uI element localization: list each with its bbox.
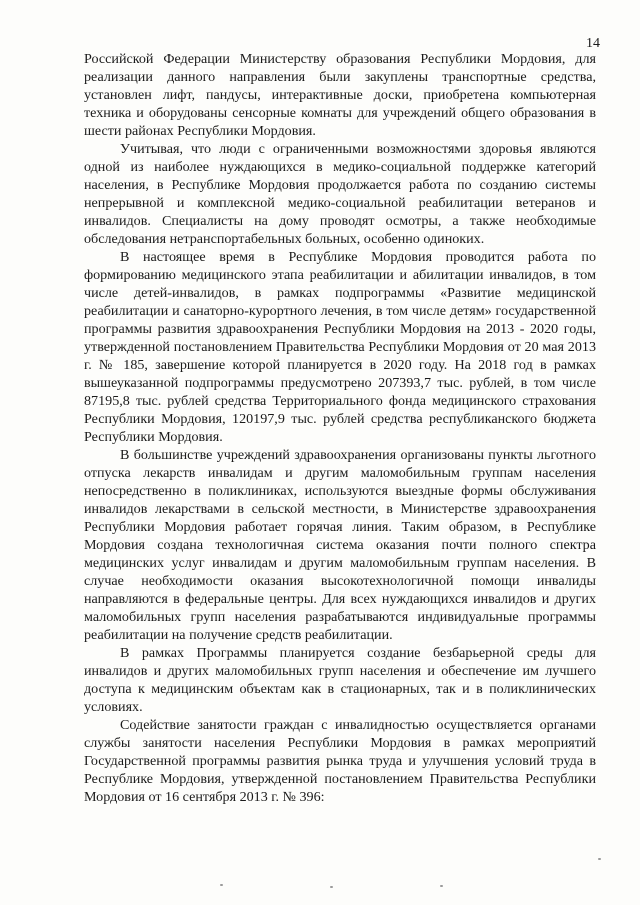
paragraph-4: В большинстве учреждений здравоохранения организованы пункты льготного отпуска лекарств инвалидам и другим маломобильным группам населения непосредственно в поликлиниках, используются выездные формы обслуживания инвалидов лекарствами в сельской местности, в Министерстве здравоохранения Республики Мордовия работает горячая линия. Таким образом, в Республике Мордовия создана технологичная система оказания почти полного спектра медицинских услуг инвалидам и другим маломобильным группам населения. В случае необходимости оказания высокотехнологичной помощи инвалиды направляются в федеральные центры. Для всех нуждающихся инвалидов и других маломобильных групп населения разрабатываются индивидуальные программы реабилитации на получение средств реабилитации. xyxy=(84,447,596,643)
paragraph-5: В рамках Программы планируется создание безбарьерной среды для инвалидов и других маломобильных групп населения и обеспечение им лучшего доступа к медицинским объектам как в стационарных, так и в поликлинических условиях. xyxy=(84,645,596,715)
paragraph-1: Российской Федерации Министерству образования Республики Мордовия, для реализации данного направления были закуплены транспортные средства, установлен лифт, пандусы, интерактивные доски, приобретена компьютерная техника и оборудованы сенсорные комнаты для учреждений общего образования в шести районах Республики Мордовия. xyxy=(84,51,596,139)
scan-speck xyxy=(330,886,333,888)
paragraph-3: В настоящее время в Республике Мордовия проводится работа по формированию медицинского этапа реабилитации и абилитации инвалидов, в том числе детей-инвалидов, в рамках подпрограммы «Развитие медицинской реабилитации и санаторно-курортного лечения, в том числе детям» государственной программы развития здравоохранения Республики Мордовия на 2013 - 2020 годы, утвержденной постановлением Правительства Республики Мордовия от 20 мая 2013 г. № 185, завершение которой планируется в 2020 году. На 2018 год в рамках вышеуказанной подпрограммы предусмотрено 207393,7 тыс. рублей, в том числе 87195,8 тыс. рублей средства Территориального фонда медицинского страхования Республики Мордовия, 120197,9 тыс. рублей средства республиканского бюджета Республики Мордовия. xyxy=(84,249,596,445)
scan-speck xyxy=(220,884,223,886)
page-number: 14 xyxy=(586,36,600,51)
scan-speck xyxy=(440,885,443,887)
document-body xyxy=(84,50,596,806)
scan-speck xyxy=(598,858,601,860)
paragraph-6: Содействие занятости граждан с инвалидностью осуществляется органами службы занятости населения Республики Мордовия в рамках мероприятий Государственной программы развития рынка труда и улучшения условий труда в Республике Мордовия, утвержденной постановлением Правительства Республики Мордовия от 16 сентября 2013 г. № 396: xyxy=(84,717,596,805)
paragraph-2: Учитывая, что люди с ограниченными возможностями здоровья являются одной из наиболее нуждающихся в медико-социальной поддержке категорий населения, в Республике Мордовия продолжается работа по созданию системы непрерывной и комплексной медико-социальной реабилитации ветеранов и инвалидов. Специалисты на дому проводят осмотры, а также необходимые обследования нетранспортабельных больных, особенно одиноких. xyxy=(84,141,596,247)
